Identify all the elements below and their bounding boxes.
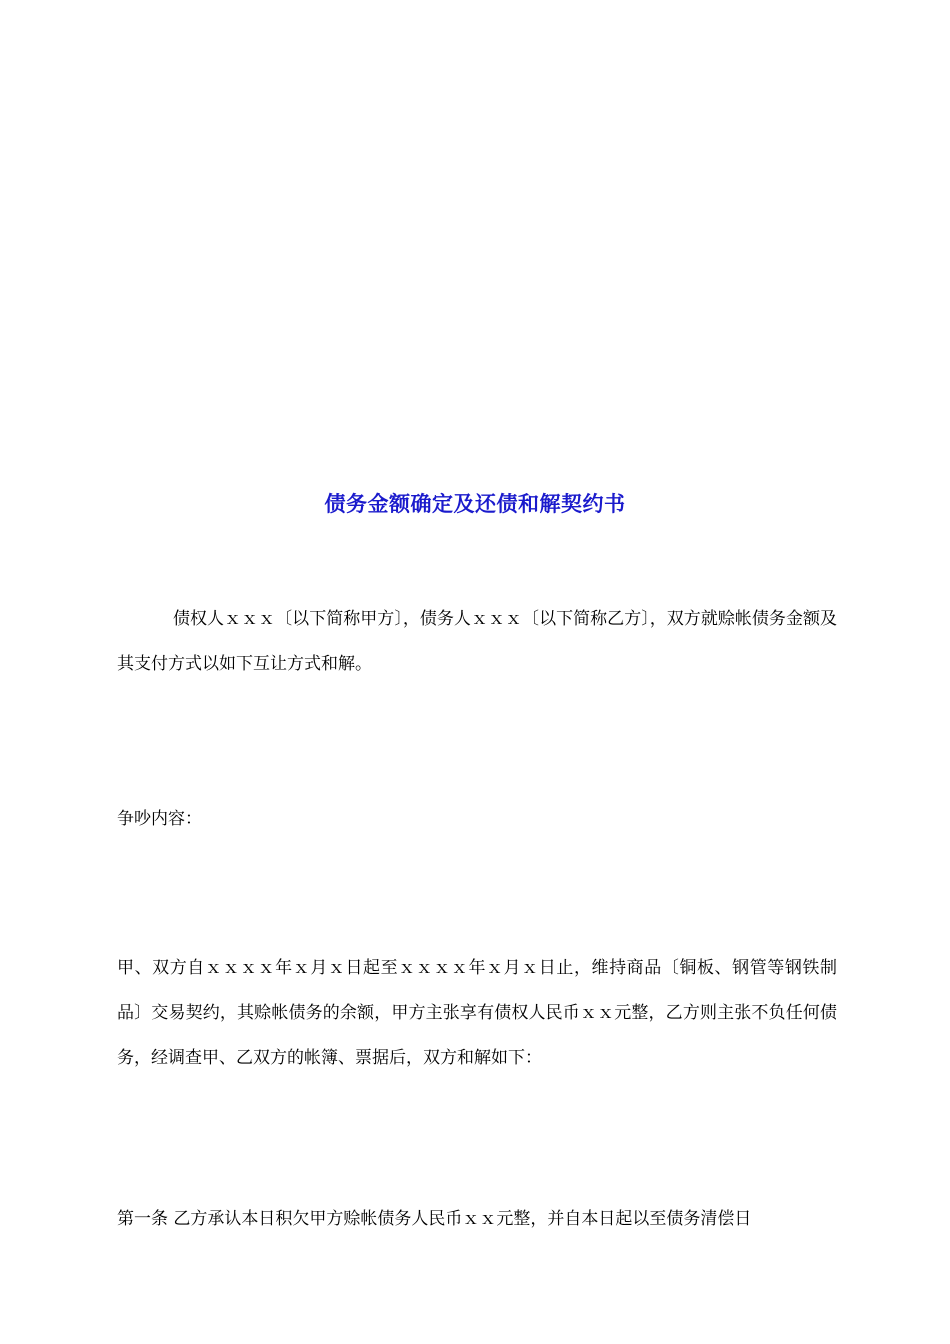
document-title: 债务金额确定及还债和解契约书 [324,492,626,516]
article-1-paragraph: 第一条 乙方承认本日积欠甲方赊帐债务人民币ｘｘ元整，并自本日起以至债务清偿日 [117,1209,752,1229]
dispute-paragraph: 甲、双方自ｘｘｘｘ年ｘ月ｘ日起至ｘｘｘｘ年ｘ月ｘ日止，维持商品〔铜板、钢管等钢铁制品〕交易契约，其赊帐债务的余额，甲方主张享有债权人民币ｘｘ元整，乙方则主张不负任何债务，经调查甲、乙双方的帐簿、票据后，双方和解如下： [117,958,837,1068]
intro-paragraph: 债权人ｘｘｘ〔以下简称甲方〕，债务人ｘｘｘ〔以下简称乙方〕，双方就赊帐债务金额及其支付方式以如下互让方式和解。 [117,609,837,674]
dispute-heading: 争吵内容： [117,809,202,829]
